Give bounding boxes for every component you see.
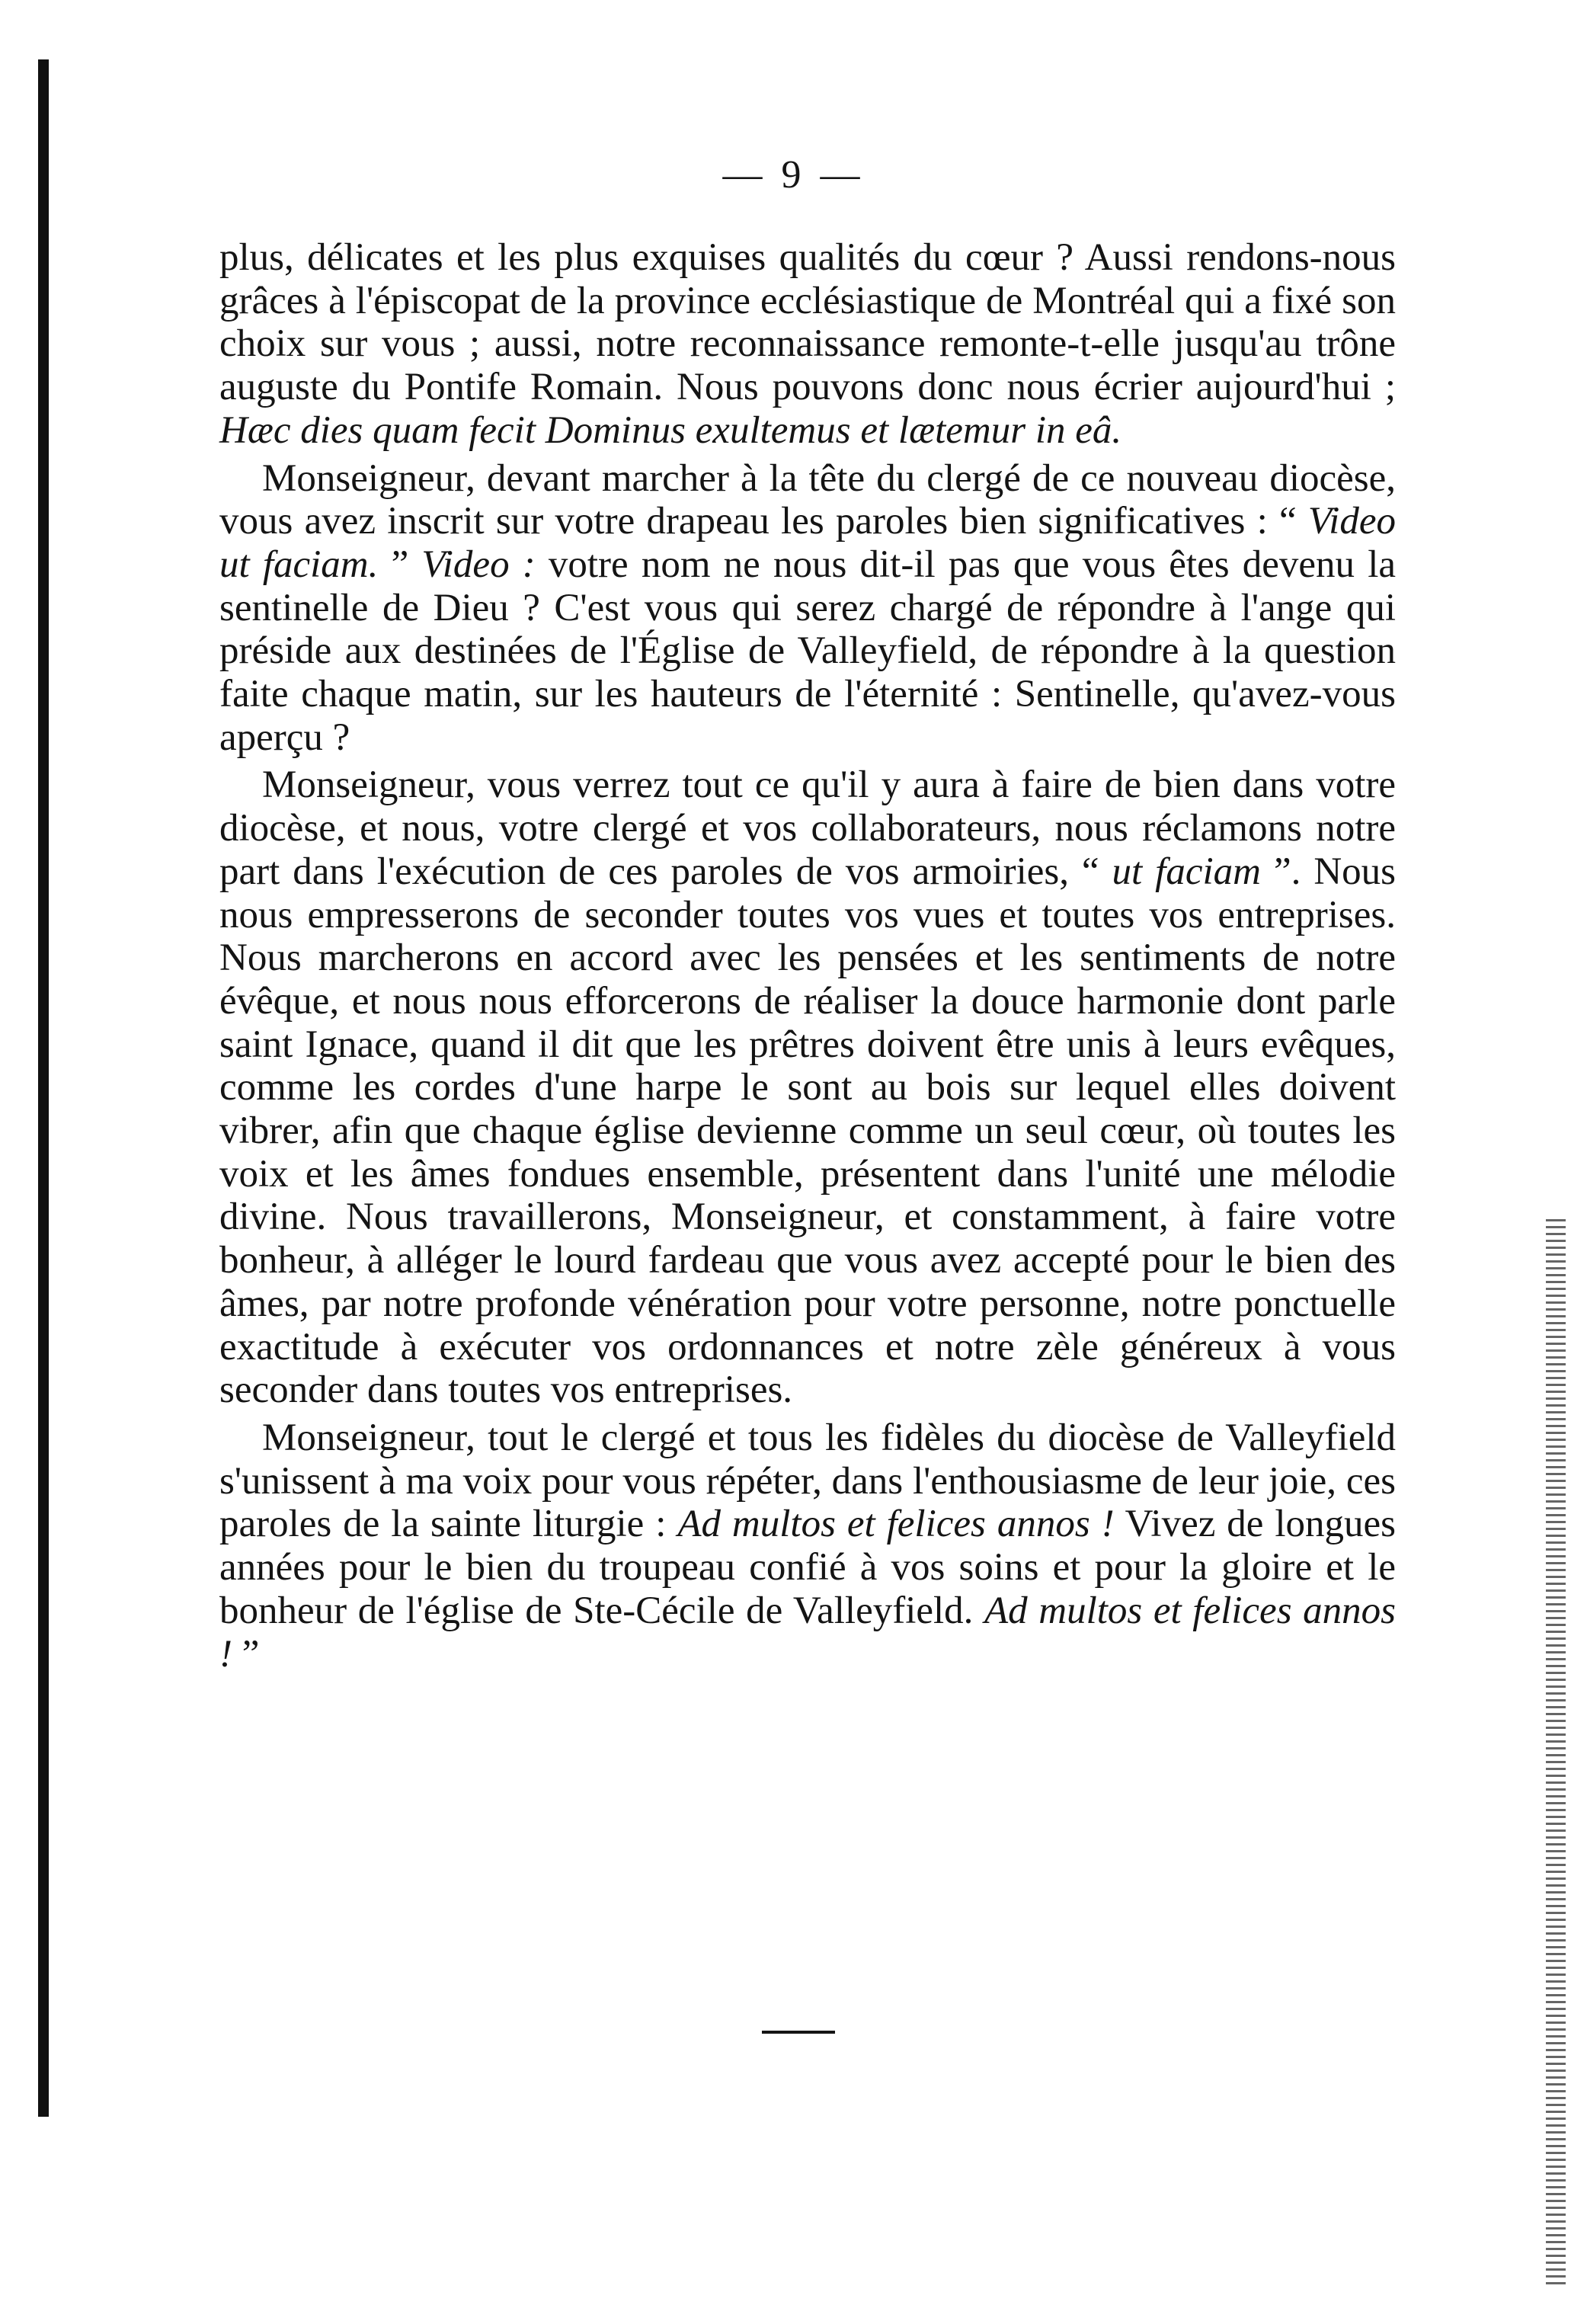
end-rule xyxy=(762,2031,835,2034)
text-segment: ”. Nous nous empresserons de seconder toutes vos vues et toutes vos entreprises. Nous marcherons en accord avec les pensées et les sentiments de notre évêque, et nous nous efforcerons de réaliser la douce harmonie dont parle saint Ignace, quand il dit que les prêtres doivent être unis à leurs evêques, comme les cordes d'une harpe le sont au bois sur lequel elles doivent vibrer, afin que chaque église devienne comme un seul cœur, où toutes les voix et les âmes fondues ensemble, présentent dans l'unité une mélodie divine. Nous travaillerons, Monseigneur, et constamment, à faire votre bonheur, à alléger le lourd fardeau que vous avez accepté pour le bien des âmes, par notre profonde vénération pour votre personne, notre ponctuelle exactitude à exécuter vos ordonnances et notre zèle généreux à vous seconder dans toutes vos entreprises. xyxy=(219,850,1396,1412)
text-segment: Monseigneur, devant marcher à la tête du clergé de ce nouveau diocèse, vous avez inscrit sur votre drapeau les paroles bien significatives : “ xyxy=(219,456,1396,543)
motto-quote: ut faciam xyxy=(1112,850,1261,893)
motto-word: Video : xyxy=(421,543,536,586)
latin-quote: Ad multos et felices annos ! xyxy=(677,1503,1115,1546)
latin-quote: Ad multos et felices annos ! xyxy=(219,1589,1396,1676)
latin-quote: Hæc dies quam fecit Dominus exultemus et lætemur in eâ. xyxy=(219,408,1122,452)
motto-quote: Video ut faciam. xyxy=(219,500,1396,586)
text-segment: Monseigneur, tout le clergé et tous les fidèles du diocèse de Valleyfield s'unissent à ma voix pour vous répéter, dans l'enthousiasme de leur joie, ces paroles de la sainte liturgie : xyxy=(219,1416,1396,1546)
paragraph-2 xyxy=(219,457,1396,760)
text-segment: Monseigneur, vous verrez tout ce qu'il y aura à faire de bien dans votre diocèse, et nous, votre clergé et vos collaborateurs, nous réclamons notre part dans l'exécution de ces paroles de vos armoiries, “ xyxy=(219,763,1396,893)
text-segment: ” xyxy=(378,543,422,586)
body-text xyxy=(219,236,1396,1676)
text-segment: Vivez de longues années pour le bien du troupeau confié à vos soins et pour la gloire et le bonheur de l'église de Ste-Cécile de Valleyfield. xyxy=(219,1503,1396,1632)
text-segment: plus, délicates et les plus exquises qualités du cœur ? Aussi rendons-nous grâces à l'épiscopat de la province ecclésiastique de Montréal qui a fixé son choix sur vous ; aussi, notre reconnaissance remonte-t-elle jusqu'au trône auguste du Pontife Romain. Nous pouvons donc nous écrier aujourd'hui ; xyxy=(219,236,1396,409)
scan-left-edge xyxy=(38,59,49,2117)
scan-right-edge-noise xyxy=(1546,1219,1566,2286)
text-segment: votre nom ne nous dit-il pas que vous êtes devenu la sentinelle de Dieu ? C'est vous qui serez chargé de répondre à l'ange qui préside aux destinées de l'Église de Valleyfield, de répondre à la question faite chaque matin, sur les hauteurs de l'éternité : Sentinelle, qu'avez-vous aperçu ? xyxy=(219,543,1397,759)
paragraph-3 xyxy=(219,763,1396,1412)
text-segment: ” xyxy=(232,1632,260,1676)
paragraph-4 xyxy=(219,1416,1396,1676)
page-number: — 9 — xyxy=(722,153,865,197)
paragraph-1 xyxy=(219,236,1396,453)
